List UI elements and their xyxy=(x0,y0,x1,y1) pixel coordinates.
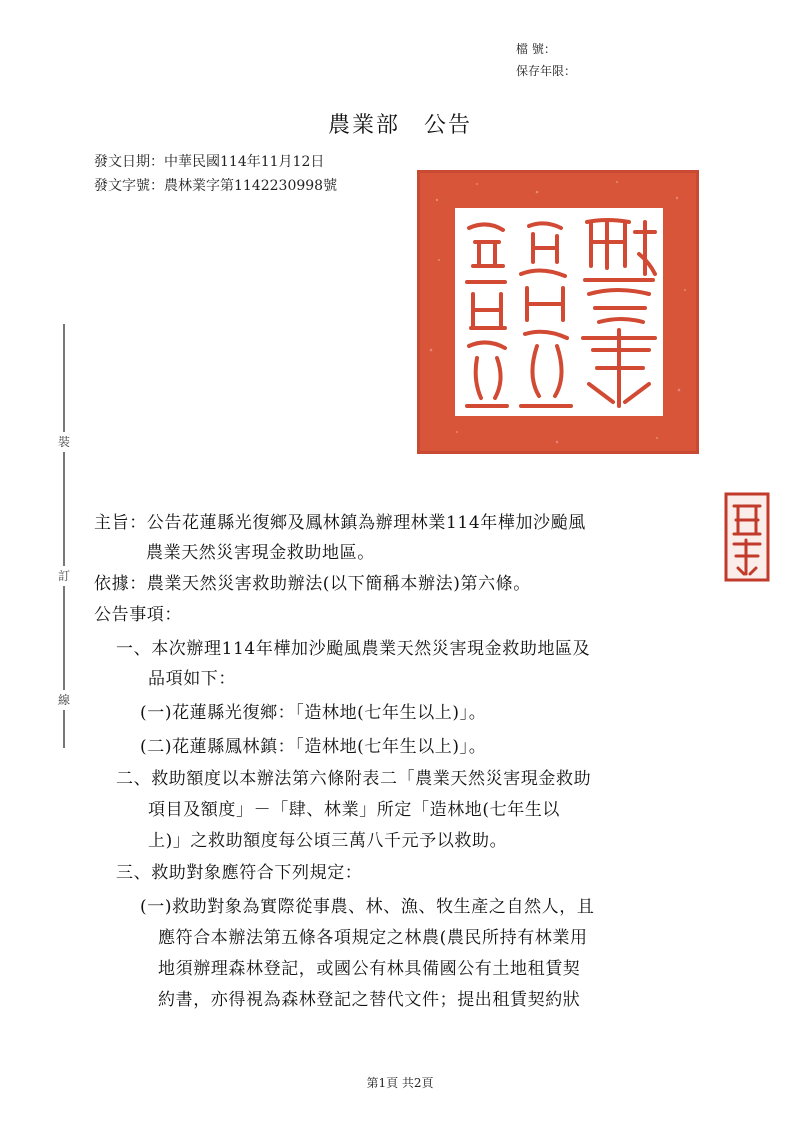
item-3-sub-1-line-3: 地須辦理森林登記，或國公有林具備國公有土地租賃契 xyxy=(158,959,581,979)
item-2-line-3: 上)」之救助額度每公頃三萬八千元予以救助。 xyxy=(148,831,508,851)
binding-char-ding: 訂 xyxy=(56,566,72,586)
binding-char-zhuang: 裝 xyxy=(56,432,72,452)
subject-line-2: 農業天然災害現金救助地區。 xyxy=(146,543,375,563)
binding-line xyxy=(63,324,65,748)
retention-period-label: 保存年限： xyxy=(516,64,577,78)
binding-char-xian: 線 xyxy=(56,690,72,710)
page-footer: 第1頁 共2頁 xyxy=(366,1076,434,1090)
item-3-sub-1-line-4: 約書，亦得視為森林登記之替代文件；提出租賃契約狀 xyxy=(158,990,581,1010)
issue-number: 發文字號：農林業字第1142230998號 xyxy=(94,178,338,194)
small-seal-stamp xyxy=(724,492,770,582)
document-title: 農業部 公告 xyxy=(327,113,472,138)
item-1-line-1: 一、本次辦理114年樺加沙颱風農業天然災害現金救助地區及 xyxy=(116,639,591,659)
item-3-sub-1-line-1: (一)救助對象為實際從事農、林、漁、牧生產之自然人，且 xyxy=(140,897,595,917)
file-number-label: 檔 號： xyxy=(516,42,556,56)
subject-line-1: 主旨：公告花蓮縣光復鄉及鳳林鎮為辦理林業114年樺加沙颱風 xyxy=(94,513,586,533)
items-heading: 公告事項： xyxy=(94,605,182,625)
basis-line: 依據：農業天然災害救助辦法(以下簡稱本辦法)第六條。 xyxy=(94,574,531,594)
file-meta xyxy=(516,38,576,82)
issue-date: 發文日期：中華民國114年11月12日 xyxy=(94,154,325,170)
item-3-heading: 三、救助對象應符合下列規定： xyxy=(116,863,363,883)
item-2-line-2: 項目及額度」－「肆、林業」所定「造林地(七年生以 xyxy=(148,800,561,820)
item-3-sub-1-line-2: 應符合本辦法第五條各項規定之林農(農民所持有林業用 xyxy=(158,928,588,948)
item-2-line-1: 二、救助額度以本辦法第六條附表二「農業天然災害現金救助 xyxy=(116,769,592,789)
item-1-sub-2: (二)花蓮縣鳳林鎮：「造林地(七年生以上)」。 xyxy=(140,737,487,757)
official-seal-stamp xyxy=(417,170,699,454)
item-1-line-2: 品項如下： xyxy=(148,669,236,689)
issue-info xyxy=(94,150,337,198)
item-1-sub-1: (一)花蓮縣光復鄉：「造林地(七年生以上)」。 xyxy=(140,703,487,723)
